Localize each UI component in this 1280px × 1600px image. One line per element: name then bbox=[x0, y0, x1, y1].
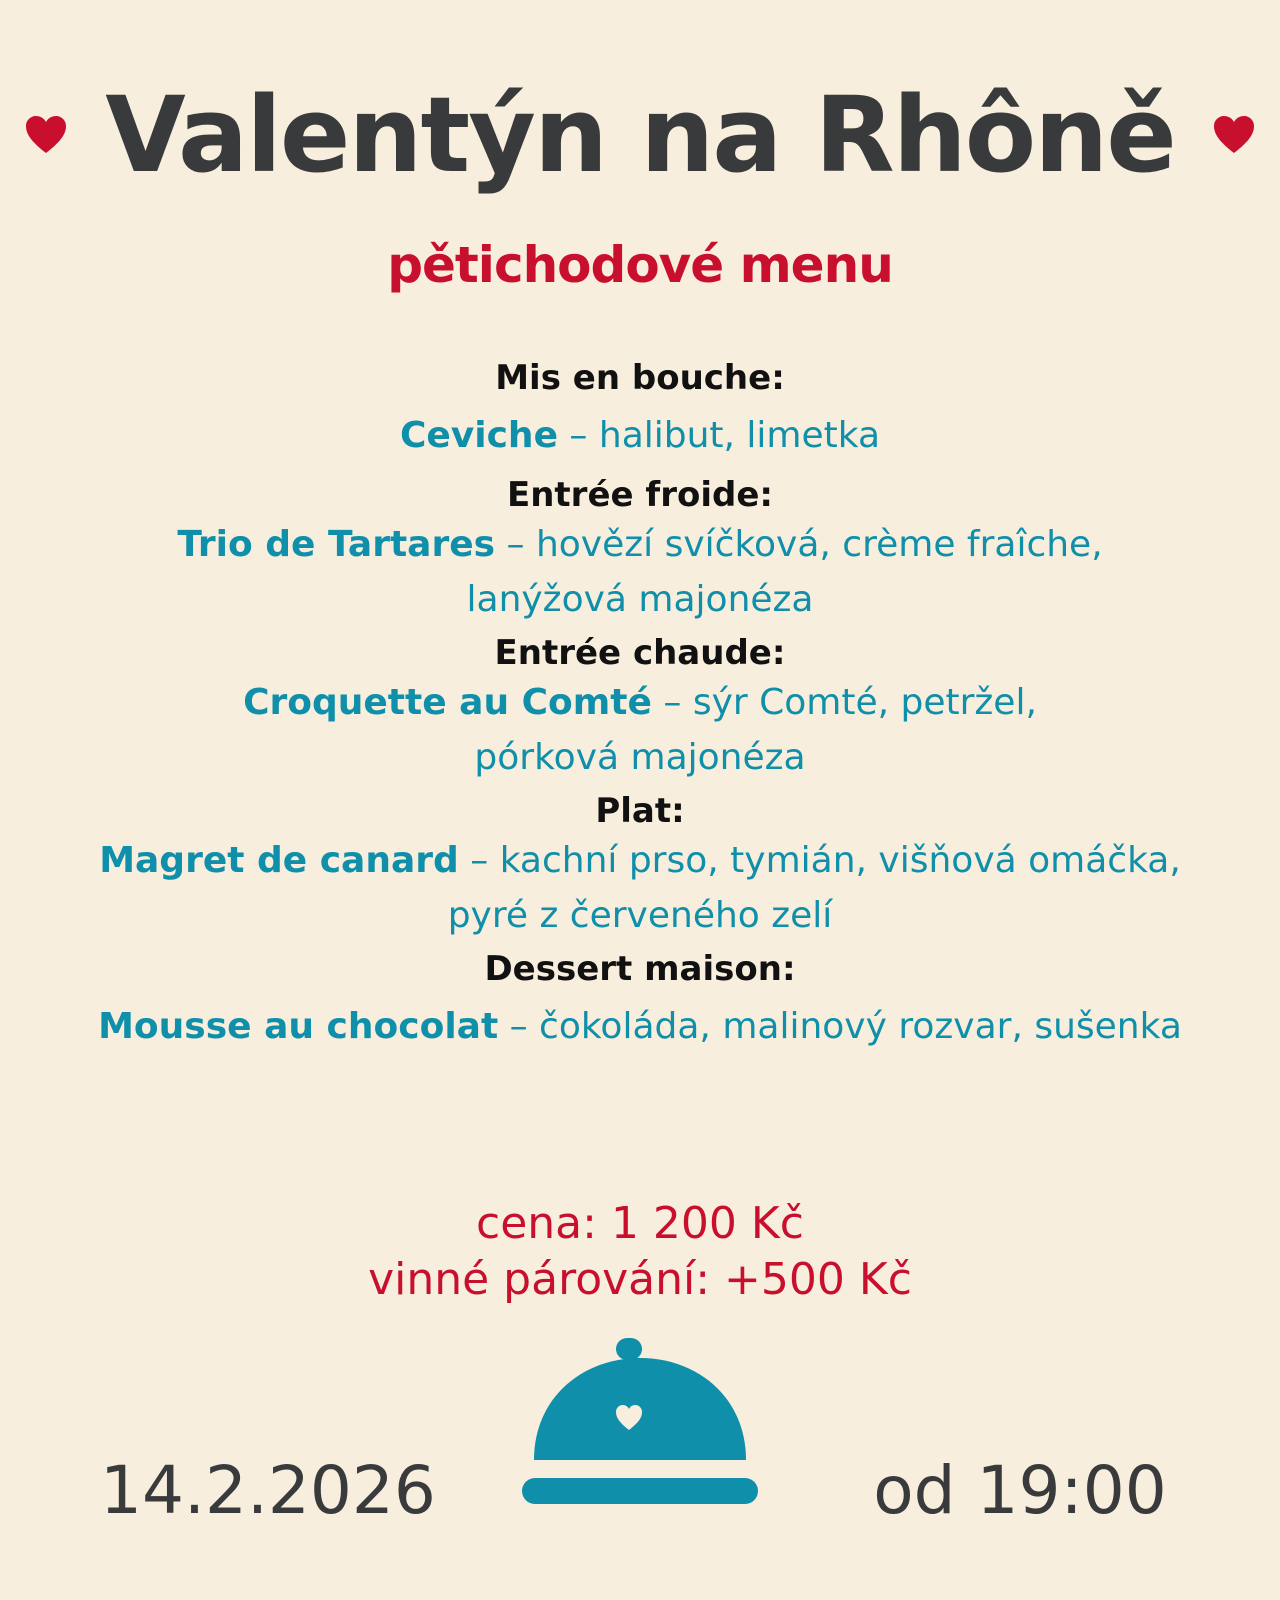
dish-description-line2: pyré z červeného zelí bbox=[447, 895, 833, 936]
dish-separator: – bbox=[557, 415, 599, 456]
dish-separator: – bbox=[498, 1006, 540, 1047]
page-title: Valentýn na Rhôně bbox=[105, 74, 1175, 196]
dish-separator: – bbox=[458, 840, 500, 881]
right-heart-icon bbox=[1213, 115, 1255, 155]
dish-description-line2: lanýžová majonéza bbox=[466, 579, 814, 620]
dish-name: Mousse au chocolat bbox=[98, 1006, 499, 1047]
course-entree-chaude bbox=[40, 631, 1240, 785]
course-label: Plat: bbox=[595, 791, 685, 831]
dish bbox=[40, 999, 1240, 1054]
dish-description: čokoláda, malinový rozvar, sušenka bbox=[539, 1006, 1182, 1047]
left-heart-icon bbox=[25, 115, 67, 155]
dish bbox=[40, 675, 1240, 785]
dish-description: sýr Comté, petržel, bbox=[692, 682, 1037, 723]
course-label: Dessert maison: bbox=[484, 949, 796, 989]
pricing bbox=[0, 1196, 1280, 1308]
dish-description: kachní prso, tymián, višňová omáčka, bbox=[499, 840, 1181, 881]
wine-pairing-price: vinné párování: +500 Kč bbox=[368, 1254, 912, 1305]
dish-separator: – bbox=[495, 524, 536, 565]
dish-separator: – bbox=[651, 682, 693, 723]
dish bbox=[40, 833, 1240, 943]
course-label: Mis en bouche: bbox=[495, 358, 785, 398]
dish bbox=[40, 517, 1240, 627]
dish-name: Magret de canard bbox=[99, 840, 459, 881]
dish bbox=[40, 408, 1240, 463]
cloche-icon bbox=[522, 1338, 758, 1528]
course-dessert-maison bbox=[40, 947, 1240, 1054]
event-time: od 19:00 bbox=[873, 1452, 1167, 1529]
course-mis-en-bouche bbox=[40, 356, 1240, 463]
course-entree-froide bbox=[40, 473, 1240, 627]
price: cena: 1 200 Kč bbox=[476, 1198, 804, 1249]
course-label: Entrée chaude: bbox=[494, 633, 786, 673]
title-row bbox=[0, 60, 1280, 210]
dish-description: halibut, limetka bbox=[598, 415, 881, 456]
dish-description: hovězí svíčková, crème fraîche, bbox=[535, 524, 1103, 565]
course-plat bbox=[40, 789, 1240, 943]
dish-name: Ceviche bbox=[399, 415, 558, 456]
menu-list bbox=[40, 356, 1240, 1064]
dish-description-line2: pórková majonéza bbox=[474, 737, 806, 778]
menu-subtitle: pětichodové menu bbox=[387, 236, 893, 294]
dish-name: Croquette au Comté bbox=[243, 682, 652, 723]
course-label: Entrée froide: bbox=[507, 475, 773, 515]
dish-name: Trio de Tartares bbox=[177, 524, 496, 565]
event-date: 14.2.2026 bbox=[100, 1452, 436, 1529]
